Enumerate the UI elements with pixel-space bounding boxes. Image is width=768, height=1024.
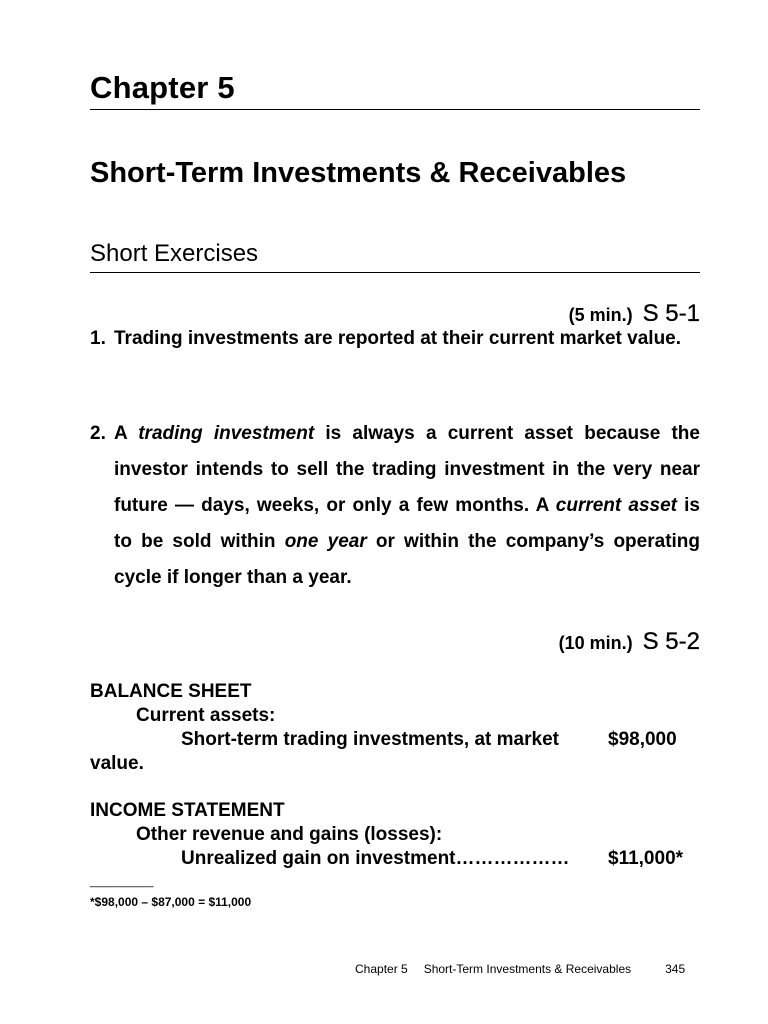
chapter-title: Short-Term Investments & Receivables (90, 157, 627, 189)
page-footer (355, 962, 685, 976)
exercise-time: (5 min.) (568, 305, 633, 325)
unrealized-gain-amount: $11,000* (608, 848, 684, 869)
footnote-rule: ______ (90, 869, 154, 890)
footnote: *$98,000 – $87,000 = $11,000 (90, 895, 252, 909)
item-text: A trading investment is always a current asset because the investor intends to sell the trading investment in the very near future — days, weeks, or only a few months. A current asset is to be sold within one year or within the company’s operating cycle if longer than a year. (114, 423, 701, 588)
exercise-item-2 (90, 416, 700, 596)
balance-sheet-heading: BALANCE SHEET (90, 681, 252, 702)
current-assets-label: Current assets: (136, 705, 276, 726)
page-number: 345 (665, 962, 686, 976)
unrealized-gain-line: Unrealized gain on investment……………… (181, 848, 570, 869)
item-number: 2. (90, 423, 106, 444)
footer-title: Short-Term Investments & Receivables (423, 962, 632, 976)
trading-investments-line: Short-term trading investments, at market (181, 729, 559, 750)
income-statement-heading: INCOME STATEMENT (90, 800, 285, 821)
item-number: 1. (90, 328, 106, 349)
other-revenue-label: Other revenue and gains (losses): (136, 824, 443, 845)
trading-investments-wrap: value. (90, 753, 144, 774)
item-text: Trading investments are reported at their current market value. (114, 328, 682, 349)
trading-investments-amount: $98,000 (608, 729, 677, 750)
section-rule (90, 272, 700, 273)
exercise-header-s5-2 (90, 628, 700, 656)
exercise-code: S 5-2 (642, 628, 700, 655)
chapter-heading: Chapter 5 (90, 70, 235, 105)
chapter-rule (90, 109, 700, 110)
exercise-code: S 5-1 (642, 300, 700, 327)
exercise-time: (10 min.) (558, 633, 633, 653)
section-heading: Short Exercises (90, 240, 259, 267)
footer-chapter: Chapter 5 (355, 962, 408, 976)
exercise-item-1 (90, 321, 700, 357)
